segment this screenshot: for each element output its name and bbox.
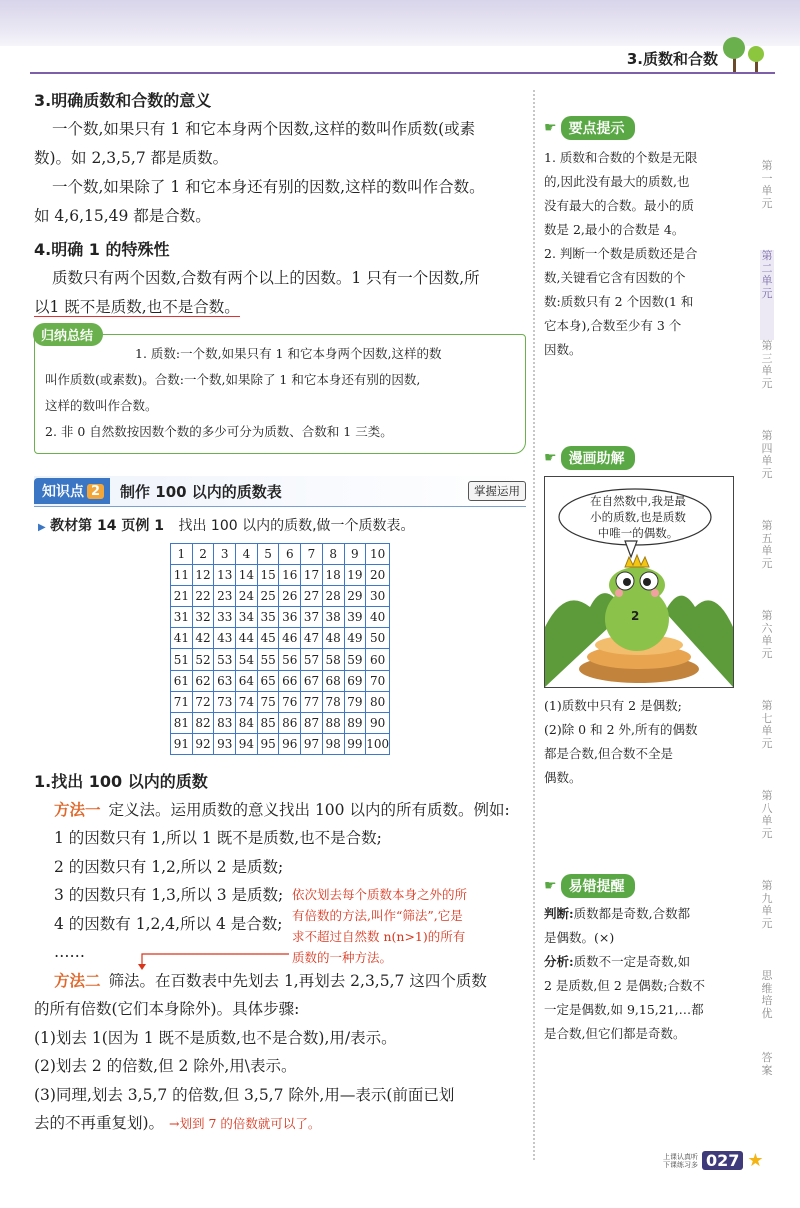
unit-tab[interactable]: 第四单元 — [761, 429, 773, 480]
chart-cell: 4 — [236, 544, 258, 565]
step-3: (3)同理,划去 3,5,7 的倍数,但 3,5,7 除外,用—表示(前面已划 — [34, 1085, 455, 1104]
chart-cell: 84 — [236, 712, 258, 733]
chart-cell: 49 — [344, 628, 366, 649]
chart-cell: 22 — [192, 586, 214, 607]
chart-cell: 90 — [366, 712, 390, 733]
composite-definition-cont: 如 4,6,15,49 都是合数。 — [34, 207, 211, 225]
error-text: 判断:质数都是奇数,合数都 是偶数。(×) 分析:质数不一定是奇数,如 2 是质数,但 2 是偶数;合数不 一定是偶数,如 9,15,21,…都 是合数,但它们都是奇数。 — [544, 906, 706, 1041]
page-header-title: 3.质数和合数 — [626, 50, 718, 68]
chart-row — [171, 544, 390, 565]
chart-cell: 7 — [301, 544, 323, 565]
unit-tab[interactable]: 思维培优 — [761, 969, 773, 1020]
page-number: 027 — [702, 1151, 743, 1170]
chart-cell: 75 — [257, 691, 279, 712]
chart-cell: 80 — [366, 691, 390, 712]
method-1-line-3: 3 的因数只有 1,3,所以 3 是质数; — [54, 886, 284, 905]
chart-cell: 69 — [344, 670, 366, 691]
unit-tab[interactable]: 第二单元 — [760, 250, 774, 340]
chart-cell: 21 — [171, 586, 193, 607]
chart-cell: 97 — [301, 733, 323, 754]
chart-cell: 57 — [301, 649, 323, 670]
chart-cell: 56 — [279, 649, 301, 670]
chart-cell: 76 — [279, 691, 301, 712]
knowledge-point-number: 2 — [87, 484, 104, 499]
unit-tab[interactable]: 第一单元 — [761, 159, 773, 210]
error-tag: ☛ 易错提醒 — [544, 874, 635, 898]
chart-cell: 67 — [301, 670, 323, 691]
section-3-title: 3.明确质数和合数的意义 — [34, 91, 212, 110]
chart-cell: 87 — [301, 712, 323, 733]
composite-definition: 一个数,如果除了 1 和它本身还有别的因数,这样的数叫作合数。 — [52, 178, 485, 196]
chart-cell: 62 — [192, 670, 214, 691]
summary-item-2: 2. 非 0 自然数按因数个数的多少可分为质数、合数和 1 三类。 — [45, 424, 393, 439]
unit-tab[interactable]: 第三单元 — [761, 339, 773, 390]
chart-cell: 53 — [214, 649, 236, 670]
unit-tabs — [752, 160, 782, 1142]
method-1-ellipsis: …… — [54, 943, 85, 962]
summary-item-1c: 这样的数叫作合数。 — [45, 398, 158, 413]
chart-cell: 29 — [344, 586, 366, 607]
chart-cell: 88 — [322, 712, 344, 733]
chart-cell: 11 — [171, 565, 193, 586]
knowledge-point-label: 知识点 2 — [34, 478, 110, 504]
chart-cell: 17 — [301, 565, 323, 586]
chart-cell: 2 — [192, 544, 214, 565]
step-2: (2)划去 2 的倍数,但 2 除外,用\表示。 — [34, 1057, 297, 1076]
right-arrow-icon: → — [169, 1116, 180, 1132]
chart-cell: 12 — [192, 565, 214, 586]
chart-cell: 55 — [257, 649, 279, 670]
chart-cell: 54 — [236, 649, 258, 670]
chart-cell: 15 — [257, 565, 279, 586]
chart-cell: 1 — [171, 544, 193, 565]
example-ref: 教材第 14 页例 1 — [50, 518, 165, 534]
chart-cell: 19 — [344, 565, 366, 586]
chart-cell: 27 — [301, 586, 323, 607]
step-3-note: →划到 7 的倍数就可以了。 — [169, 1116, 321, 1132]
summary-item-1b: 叫作质数(或素数)。合数:一个数,如果除了 1 和它本身还有别的因数, — [45, 372, 421, 387]
chart-cell: 74 — [236, 691, 258, 712]
chart-cell: 95 — [257, 733, 279, 754]
chart-cell: 79 — [344, 691, 366, 712]
chart-cell: 58 — [322, 649, 344, 670]
chart-cell: 81 — [171, 712, 193, 733]
comic-panel — [544, 476, 734, 688]
method-2-cont: 的所有倍数(它们本身除外)。具体步骤: — [34, 1000, 300, 1019]
chart-cell: 71 — [171, 691, 193, 712]
common-error-section — [544, 874, 734, 1046]
chart-cell: 28 — [322, 586, 344, 607]
chart-cell: 25 — [257, 586, 279, 607]
mastery-tag: 掌握运用 — [468, 481, 526, 501]
knowledge-point-bar — [34, 476, 526, 507]
summary-tag: 归纳总结 — [33, 323, 103, 346]
chart-cell: 16 — [279, 565, 301, 586]
prime-definition: 一个数,如果只有 1 和它本身两个因数,这样的数叫作质数(或素 — [52, 120, 476, 138]
key-points-tag: ☛ 要点提示 — [544, 116, 635, 140]
chart-cell: 73 — [214, 691, 236, 712]
chart-cell: 23 — [214, 586, 236, 607]
chart-cell: 86 — [279, 712, 301, 733]
chart-cell: 44 — [236, 628, 258, 649]
chart-row — [171, 670, 390, 691]
header-rule — [30, 72, 775, 74]
method-2-label: 方法二 — [54, 971, 101, 990]
chart-cell: 64 — [236, 670, 258, 691]
chart-cell: 66 — [279, 670, 301, 691]
chart-cell: 40 — [366, 607, 390, 628]
method-1-label: 方法一 — [54, 800, 101, 819]
chart-cell: 72 — [192, 691, 214, 712]
chart-cell: 41 — [171, 628, 193, 649]
method-2: 方法二 筛法。在百数表中先划去 1,再划去 2,3,5,7 这四个质数 — [54, 971, 487, 990]
chart-cell: 33 — [214, 607, 236, 628]
chart-cell: 100 — [366, 733, 390, 754]
column-divider — [533, 90, 535, 1160]
chart-cell: 42 — [192, 628, 214, 649]
frog-number: 2 — [631, 609, 640, 623]
chart-cell: 10 — [366, 544, 390, 565]
prime-definition-cont: 数)。如 2,3,5,7 都是质数。 — [34, 149, 229, 167]
chart-row — [171, 628, 390, 649]
chart-cell: 35 — [257, 607, 279, 628]
chart-cell: 52 — [192, 649, 214, 670]
chart-cell: 82 — [192, 712, 214, 733]
chart-cell: 26 — [279, 586, 301, 607]
unit-tab[interactable]: 第七单元 — [761, 699, 773, 750]
chart-cell: 89 — [344, 712, 366, 733]
key-points-text: 1. 质数和合数的个数是无限 的,因此没有最大的质数,也 没有最大的合数。最小的质 数是 2,最小的合数是 4。 2. 判断一个数是质数还是合 数,关键看它含有因数的个 数:质数只有 2 个因数(1 和 它本身),合数至少有 3 个 因数。 — [544, 150, 698, 357]
pointing-hand-icon: ☛ — [544, 450, 557, 466]
pointing-hand-icon: ☛ — [544, 878, 557, 894]
chart-cell: 6 — [279, 544, 301, 565]
example-text: 找出 100 以内的质数,做一个质数表。 — [178, 518, 415, 534]
example-line — [38, 515, 526, 535]
chart-row — [171, 733, 390, 754]
chart-row — [171, 691, 390, 712]
method-1-line-1: 1 的因数只有 1,所以 1 既不是质数,也不是合数; — [54, 829, 382, 848]
chart-row — [171, 712, 390, 733]
section-4-title: 4.明确 1 的特殊性 — [34, 240, 170, 259]
chart-cell: 59 — [344, 649, 366, 670]
chart-cell: 46 — [279, 628, 301, 649]
step-1: (1)划去 1(因为 1 既不是质数,也不是合数),用/表示。 — [34, 1028, 397, 1047]
unit-tab[interactable]: 第八单元 — [761, 789, 773, 840]
chart-cell: 99 — [344, 733, 366, 754]
comic-tag: ☛ 漫画助解 — [544, 446, 635, 470]
chart-cell: 47 — [301, 628, 323, 649]
chart-cell: 65 — [257, 670, 279, 691]
chart-cell: 37 — [301, 607, 323, 628]
summary-item-1: 1. 质数:一个数,如果只有 1 和它本身两个因数,这样的数 — [135, 346, 442, 361]
chart-cell: 63 — [214, 670, 236, 691]
chart-cell: 5 — [257, 544, 279, 565]
chart-cell: 85 — [257, 712, 279, 733]
chart-cell: 51 — [171, 649, 193, 670]
chart-cell: 92 — [192, 733, 214, 754]
pointing-hand-icon: ☛ — [544, 120, 557, 136]
sieve-note: 依次划去每个质数本身之外的所 有倍数的方法,叫作“筛法”,它是 求不超过自然数 n(n>1)的所有 质数的一种方法。 — [292, 887, 468, 966]
star-icon: ★ — [747, 1150, 764, 1171]
chart-cell: 48 — [322, 628, 344, 649]
knowledge-point-title: 制作 100 以内的质数表 — [120, 482, 282, 501]
chart-cell: 20 — [366, 565, 390, 586]
chart-cell: 31 — [171, 607, 193, 628]
chart-cell: 83 — [214, 712, 236, 733]
chart-row — [171, 565, 390, 586]
one-special-text-cont: 以1 既不是质数,也不是合数。 — [34, 298, 240, 316]
unit-tab[interactable]: 第六单元 — [761, 609, 773, 660]
comic-section — [544, 446, 734, 790]
page-number-badge — [663, 1150, 764, 1171]
chart-cell: 78 — [322, 691, 344, 712]
method-1: 方法一 定义法。运用质数的意义找出 100 以内的所有质数。例如: — [54, 800, 510, 819]
chart-cell: 24 — [236, 586, 258, 607]
hundred-chart — [170, 543, 390, 755]
footer-slogan: 上课认真听 下课练习多 — [663, 1152, 698, 1169]
tree-icon — [720, 34, 772, 74]
key-points-section — [544, 116, 734, 362]
chart-cell: 61 — [171, 670, 193, 691]
chart-cell: 93 — [214, 733, 236, 754]
chart-cell: 98 — [322, 733, 344, 754]
chart-cell: 70 — [366, 670, 390, 691]
top-band — [0, 0, 800, 46]
chart-cell: 96 — [279, 733, 301, 754]
chart-cell: 18 — [322, 565, 344, 586]
chart-cell: 77 — [301, 691, 323, 712]
chart-cell: 91 — [171, 733, 193, 754]
chart-cell: 39 — [344, 607, 366, 628]
chart-cell: 14 — [236, 565, 258, 586]
method-1-line-2: 2 的因数只有 1,2,所以 2 是质数; — [54, 857, 284, 876]
find-primes-title: 1.找出 100 以内的质数 — [34, 771, 208, 791]
chart-cell: 94 — [236, 733, 258, 754]
one-special-text: 质数只有两个因数,合数有两个以上的因数。1 只有一个因数,所 — [52, 269, 480, 287]
chart-cell: 34 — [236, 607, 258, 628]
chart-cell: 3 — [214, 544, 236, 565]
chart-cell: 32 — [192, 607, 214, 628]
note-pointer-arrow — [134, 946, 294, 970]
comic-text: (1)质数中只有 2 是偶数; (2)除 0 和 2 外,所有的偶数 都是合数,但合数不全是 偶数。 — [544, 698, 698, 785]
method-1-line-4: 4 的因数有 1,2,4,所以 4 是合数; — [54, 914, 283, 933]
chart-cell: 38 — [322, 607, 344, 628]
chart-cell: 8 — [322, 544, 344, 565]
chart-cell: 36 — [279, 607, 301, 628]
chart-row — [171, 607, 390, 628]
unit-tab[interactable]: 第九单元 — [761, 879, 773, 930]
chart-cell: 68 — [322, 670, 344, 691]
chart-row — [171, 649, 390, 670]
unit-tab[interactable]: 第五单元 — [761, 519, 773, 570]
chart-cell: 45 — [257, 628, 279, 649]
main-column — [34, 82, 526, 1138]
chart-cell: 50 — [366, 628, 390, 649]
chart-cell: 9 — [344, 544, 366, 565]
speech-bubble: 在自然数中,我是最 小的质数,也是质数 中唯一的偶数。 — [590, 494, 686, 540]
chart-cell: 60 — [366, 649, 390, 670]
step-3-cont: 去的不再重复划)。 →划到 7 的倍数就可以了。 — [34, 1114, 321, 1133]
triangle-icon: ▶ — [38, 522, 46, 533]
chart-cell: 30 — [366, 586, 390, 607]
unit-tab[interactable]: 答案 — [761, 1051, 773, 1077]
summary-box — [34, 329, 526, 454]
chart-cell: 43 — [214, 628, 236, 649]
chart-cell: 13 — [214, 565, 236, 586]
chart-row — [171, 586, 390, 607]
